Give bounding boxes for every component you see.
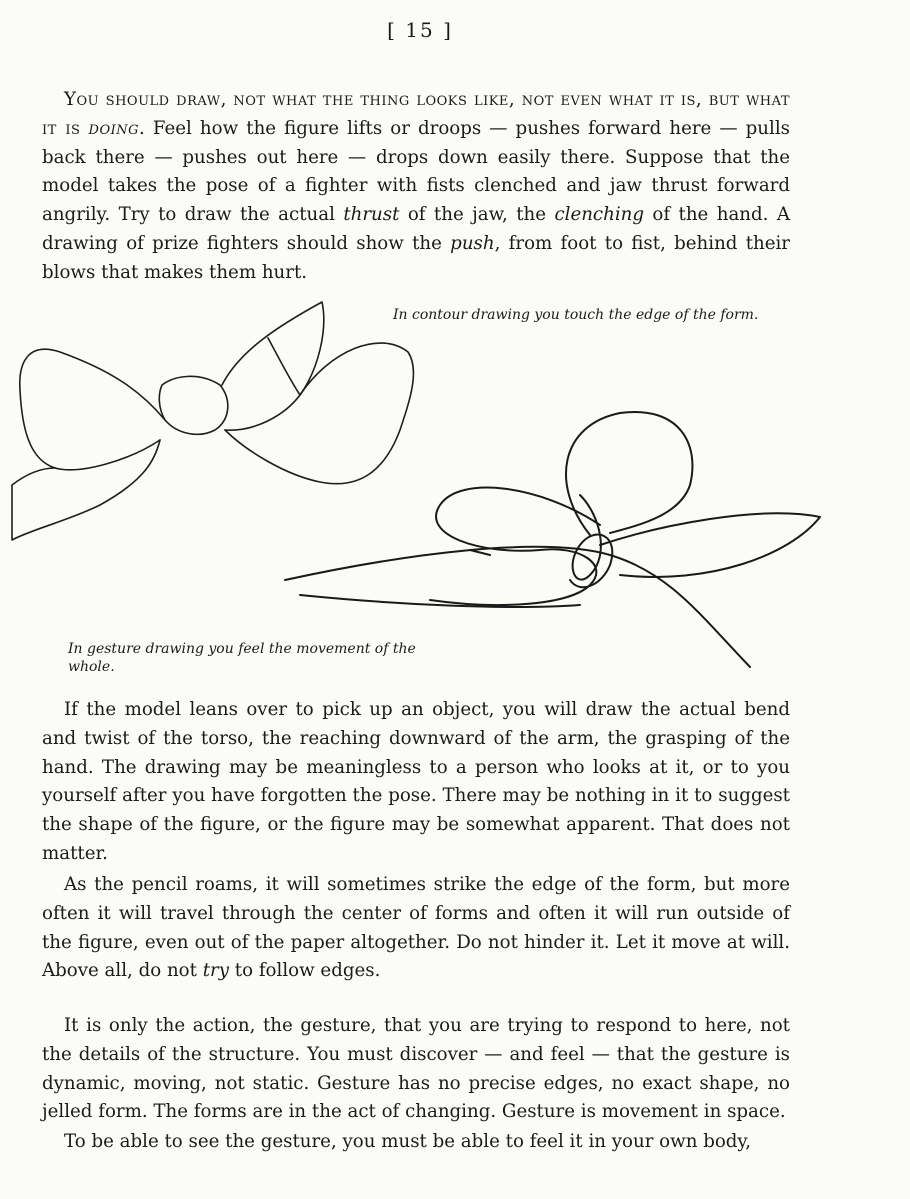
body-paragraph-3 (42, 1012, 790, 1127)
scribble-right-loop (600, 513, 820, 577)
emphasis-thrust: thrust (343, 204, 400, 226)
bow-left-loop (20, 349, 165, 470)
intro-lead: You should draw, not what the thing looks like, not even what it is, but what it is (42, 89, 790, 139)
intro-text-4: , from foot to fist, behind their blows that makes them hurt. (42, 232, 790, 283)
intro-lead-emphasis: doing (88, 117, 140, 139)
intro-text-3: of the hand. A drawing of prize fighters should show the (42, 204, 790, 254)
contour-caption: In contour drawing you touch the edge of the form. (393, 307, 759, 323)
emphasis-push: push (450, 232, 495, 254)
gesture-caption: In gesture drawing you feel the movement of the whole. (68, 641, 416, 675)
scribble-tangle (570, 495, 612, 587)
body-text-4: To be able to see the gesture, you must be able to feel it in your own body, (64, 1131, 752, 1152)
intro-text-1: . Feel how the figure lifts or droops — pushes forward here — pulls back there — pushes out here — drops down easily there. Suppose that the model takes the pose of a fighter with fists clenched and jaw thrust forward angrily. Try to draw the actual (42, 117, 790, 226)
emphasis-try: try (202, 960, 229, 982)
gesture-drawing-illustration (280, 405, 840, 675)
emphasis-clenching: clenching (554, 204, 644, 226)
bow-left-tail (12, 440, 160, 540)
body-text-2b: to follow edges. (229, 960, 381, 982)
scribble-dash (470, 550, 490, 555)
body-text-2a: As the pencil roams, it will sometimes strike the edge of the form, but more often it will travel through the center of forms and often it will run outside of the figure, even out of the paper altogether. Do not hinder it. Let it move at will. Above all, do not (42, 874, 790, 982)
bow-knot (159, 376, 227, 434)
bow-fold-line (268, 338, 300, 395)
body-text-3: It is only the action, the gesture, that you are trying to respond to here, not the details of the structure. You must discover — and feel — that the gesture is dynamic, moving, not static. Gesture has no precise edges, no exact shape, no jelled form. The forms are in the act of changing. Gesture is movement in space. (42, 1015, 790, 1123)
body-text-1: If the model leans over to pick up an object, you will draw the actual bend and twist of the torso, the reaching downward of the arm, the grasping of the hand. The drawing may be meaningless to a person who looks at it, or to you yourself after you have forgotten the pose. There may be nothing in it to suggest the shape of the figure, or the figure may be somewhat apparent. That does not matter. (42, 699, 790, 864)
page-number: [ 15 ] (387, 18, 453, 42)
body-paragraph-2 (42, 871, 790, 986)
intro-paragraph (42, 86, 790, 288)
body-paragraph-4 (42, 1128, 790, 1157)
intro-text-2: of the jaw, the (399, 204, 555, 226)
body-paragraph-1 (42, 696, 790, 869)
